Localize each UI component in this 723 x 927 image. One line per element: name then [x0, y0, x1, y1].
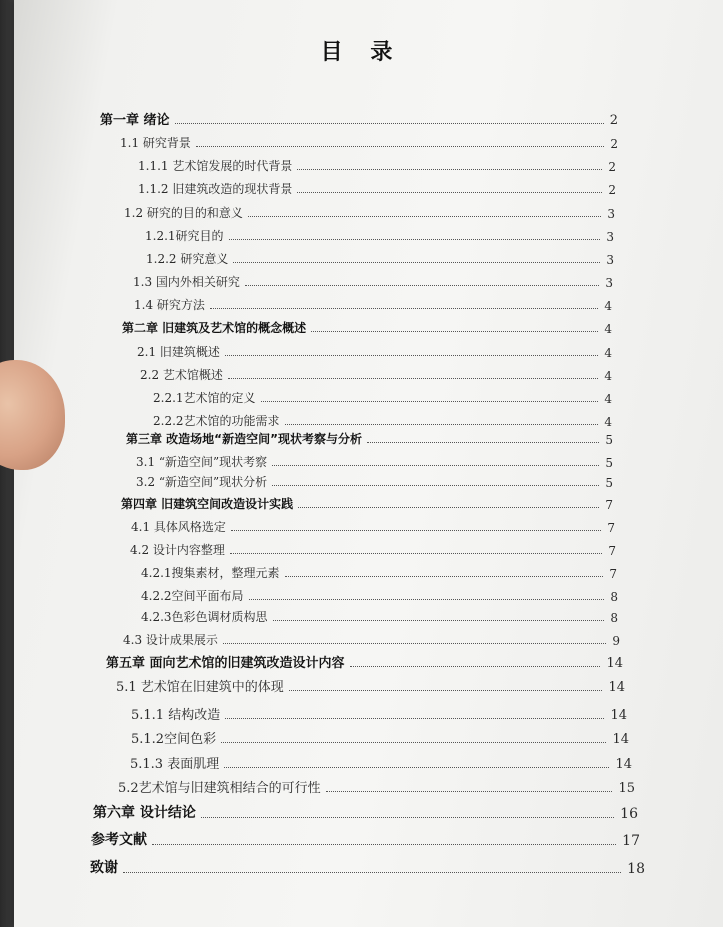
toc-dot-leader [225, 355, 598, 356]
toc-page-number: 3 [606, 230, 614, 244]
toc-section-entry [123, 628, 620, 648]
toc-chapter-entry [100, 108, 618, 128]
toc-page-number: 4 [604, 369, 612, 383]
toc-dot-leader [245, 285, 599, 286]
toc-dot-leader [123, 872, 621, 873]
toc-page-number: 3 [606, 253, 614, 267]
toc-page-number: 4 [604, 415, 612, 429]
toc-dot-leader [221, 742, 606, 743]
toc-page-number: 7 [607, 521, 615, 535]
toc-page-number: 14 [606, 656, 623, 671]
toc-dot-leader [285, 424, 599, 425]
toc-dot-leader [298, 507, 599, 508]
toc-entry-label: 1.3 国内外相关研究 [133, 275, 240, 289]
toc-dot-leader [248, 216, 601, 217]
toc-entry-label: 5.1.3 表面肌理 [130, 757, 220, 772]
toc-section-entry [124, 201, 615, 221]
toc-section-entry [130, 752, 632, 772]
toc-page-number: 5 [605, 433, 613, 447]
toc-title: 目 录 [320, 40, 403, 65]
toc-entry-label: 4.1 具体风格选定 [131, 520, 226, 534]
toc-section-entry [153, 386, 612, 406]
toc-section-entry [140, 363, 612, 383]
toc-section-entry [120, 131, 618, 151]
toc-page-number: 18 [627, 861, 645, 877]
toc-section-entry [130, 538, 616, 558]
toc-entry-label: 3.1 “新造空间”现状考察 [136, 455, 268, 469]
toc-page-number: 14 [615, 757, 632, 772]
toc-chapter-entry [126, 427, 613, 447]
toc-section-entry [133, 270, 613, 290]
toc-dot-leader [210, 308, 598, 309]
toc-page-number: 2 [609, 113, 618, 128]
toc-page-number: 15 [618, 781, 635, 796]
toc-section-entry [138, 177, 616, 197]
toc-entry-label: 第三章 改造场地“新造空间”现状考察与分析 [126, 432, 362, 446]
toc-page-number: 14 [608, 680, 625, 695]
toc-page-number: 9 [612, 634, 620, 648]
toc-chapter-entry [121, 492, 613, 512]
toc-page-number: 14 [610, 708, 627, 723]
toc-dot-leader [228, 378, 598, 379]
toc-entry-label: 1.1 研究背景 [120, 136, 191, 150]
toc-section-entry [137, 340, 612, 360]
toc-dot-leader [297, 169, 602, 170]
toc-page-number: 4 [604, 346, 612, 360]
toc-chapter-entry [91, 829, 640, 849]
toc-entry-label: 第四章 旧建筑空间改造设计实践 [121, 497, 294, 511]
toc-section-entry [134, 293, 612, 313]
toc-page-number: 7 [609, 567, 617, 581]
toc-entry-label: 5.1 艺术馆在旧建筑中的体现 [116, 680, 284, 695]
toc-section-entry [141, 605, 618, 625]
toc-page-number: 3 [605, 276, 613, 290]
toc-entry-label: 3.2 “新造空间”现状分析 [136, 475, 268, 489]
toc-dot-leader [289, 690, 603, 691]
toc-dot-leader [175, 123, 604, 124]
toc-dot-leader [196, 146, 604, 147]
toc-page-number: 4 [604, 322, 612, 336]
toc-entry-label: 5.1.1 结构改造 [131, 708, 221, 723]
toc-page-number: 2 [610, 137, 618, 151]
toc-dot-leader [224, 767, 609, 768]
toc-entry-label: 5.1.2空间色彩 [131, 732, 217, 747]
toc-section-entry [153, 409, 612, 429]
toc-dot-leader [261, 401, 599, 402]
toc-dot-leader [311, 331, 598, 332]
toc-section-entry [116, 675, 625, 695]
toc-section-entry [131, 515, 615, 535]
toc-entry-label: 4.3 设计成果展示 [123, 633, 218, 647]
toc-dot-leader [230, 553, 602, 554]
toc-entry-label: 第六章 设计结论 [93, 805, 196, 821]
toc-entry-label: 1.4 研究方法 [134, 298, 205, 312]
toc-chapter-entry [93, 802, 638, 822]
toc-page-number: 2 [608, 160, 616, 174]
toc-entry-label: 第五章 面向艺术馆的旧建筑改造设计内容 [106, 656, 345, 671]
toc-dot-leader [285, 576, 604, 577]
toc-page-number: 8 [610, 611, 618, 625]
toc-entry-label: 5.2艺术馆与旧建筑相结合的可行性 [118, 781, 321, 796]
toc-page-number: 4 [604, 392, 612, 406]
toc-page-number: 7 [608, 544, 616, 558]
toc-dot-leader [272, 465, 599, 466]
toc-page-number: 8 [610, 590, 618, 604]
toc-page-number: 3 [607, 207, 615, 221]
toc-dot-leader [201, 817, 614, 818]
toc-entry-label: 第二章 旧建筑及艺术馆的概念概述 [122, 321, 307, 335]
toc-entry-label: 致谢 [90, 860, 118, 876]
toc-section-entry [131, 703, 627, 723]
toc-entry-label: 第一章 绪论 [100, 113, 170, 128]
toc-section-entry [136, 470, 613, 490]
toc-section-entry [131, 727, 629, 747]
toc-entry-label: 4.2.1搜集素材，整理元素 [141, 566, 280, 580]
toc-entry-label: 4.2.3色彩色调材质构思 [141, 610, 268, 624]
toc-page-number: 16 [620, 806, 638, 822]
toc-entry-label: 1.1.2 旧建筑改造的现状背景 [138, 182, 293, 196]
toc-section-entry [138, 154, 616, 174]
toc-section-entry [118, 776, 635, 796]
toc-dot-leader [297, 192, 602, 193]
toc-dot-leader [231, 530, 601, 531]
toc-entry-label: 2.1 旧建筑概述 [137, 345, 220, 359]
toc-dot-leader [233, 262, 600, 263]
toc-entry-label: 1.2.2 研究意义 [146, 252, 229, 266]
toc-chapter-entry [122, 316, 612, 336]
toc-section-entry [141, 561, 617, 581]
toc-entry-label: 1.2.1研究目的 [145, 229, 224, 243]
toc-entry-label: 1.2 研究的目的和意义 [124, 206, 243, 220]
toc-entry-label: 2.2 艺术馆概述 [140, 368, 223, 382]
toc-section-entry [136, 450, 613, 470]
toc-page-number: 5 [605, 456, 613, 470]
toc-entry-label: 4.2 设计内容整理 [130, 543, 225, 557]
toc-dot-leader [326, 791, 613, 792]
toc-entry-label: 4.2.2空间平面布局 [141, 589, 244, 603]
toc-chapter-entry [90, 857, 645, 877]
toc-dot-leader [367, 442, 599, 443]
toc-dot-leader [273, 620, 605, 621]
toc-page-number: 17 [622, 833, 640, 849]
toc-section-entry [145, 224, 614, 244]
toc-page-number: 4 [604, 299, 612, 313]
toc-dot-leader [272, 485, 599, 486]
toc-dot-leader [223, 643, 606, 644]
toc-entry-label: 参考文献 [91, 832, 147, 848]
toc-dot-leader [152, 844, 616, 845]
toc-entry-label: 2.2.2艺术馆的功能需求 [153, 414, 280, 428]
toc-page-number: 5 [605, 476, 613, 490]
toc-dot-leader [350, 666, 601, 667]
toc-page-number: 2 [608, 183, 616, 197]
toc-section-entry [146, 247, 614, 267]
toc-page-number: 7 [605, 498, 613, 512]
toc-dot-leader [225, 718, 604, 719]
toc-entry-label: 1.1.1 艺术馆发展的时代背景 [138, 159, 293, 173]
toc-dot-leader [249, 599, 605, 600]
toc-section-entry [141, 584, 618, 604]
toc-entry-label: 2.2.1艺术馆的定义 [153, 391, 256, 405]
toc-page-number: 14 [612, 732, 629, 747]
toc-chapter-entry [106, 651, 623, 671]
toc-dot-leader [229, 239, 601, 240]
